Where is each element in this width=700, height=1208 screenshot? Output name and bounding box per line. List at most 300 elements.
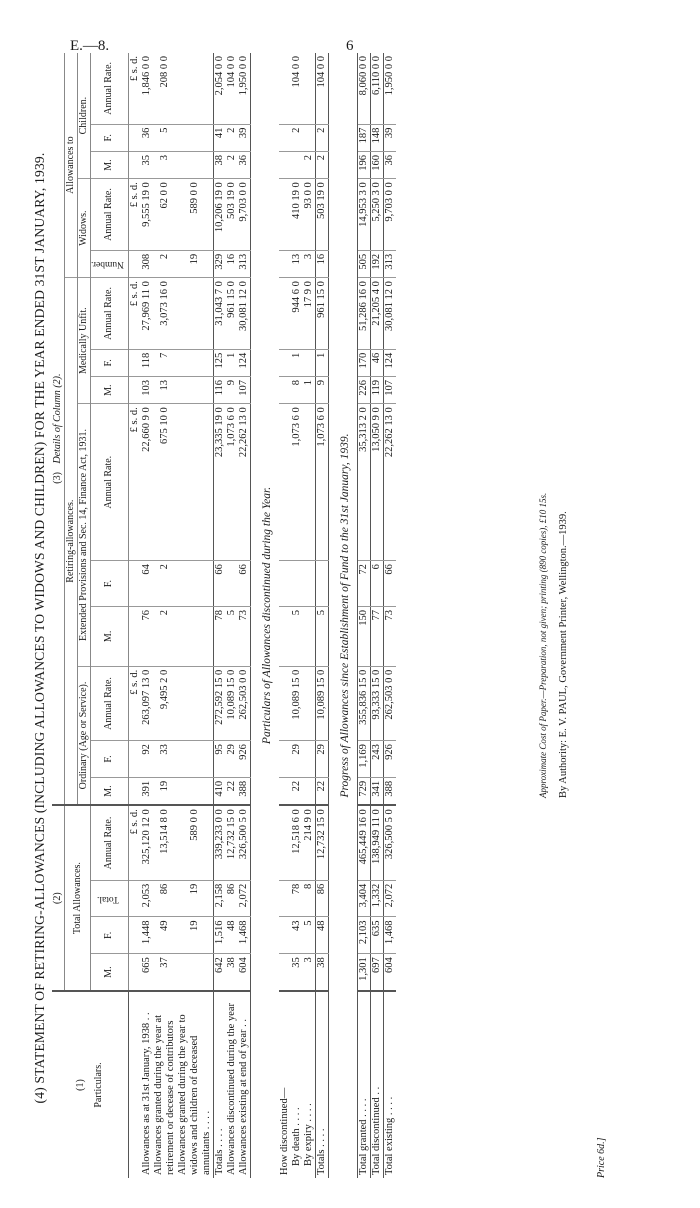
cell-value: 38 xyxy=(315,954,328,991)
cell-value: 86 xyxy=(153,880,177,917)
cell-value: 9 xyxy=(315,377,328,404)
price-note: Price 6d.] xyxy=(596,1137,607,1178)
cell-value: 38 xyxy=(213,151,226,178)
cell-value: 29 xyxy=(315,741,328,778)
cell-value: 29 xyxy=(226,741,238,778)
cell-value: 36 xyxy=(141,124,153,151)
cell-value xyxy=(279,607,291,667)
cell-value: 604 xyxy=(383,954,396,991)
cell-value: 10,206 19 0 xyxy=(213,179,226,251)
cell-value: 17 9 0 xyxy=(303,278,316,350)
ordinary-f: F. xyxy=(91,741,129,778)
cell-value xyxy=(279,151,291,178)
cell-value: 642 xyxy=(213,954,226,991)
cell-value: 19 xyxy=(153,777,177,805)
cell-value xyxy=(279,404,291,561)
cell-value: 95 xyxy=(213,741,226,778)
cell-value: 35,313 2 0 xyxy=(357,404,370,561)
cell-value: 5,250 3 0 xyxy=(370,179,383,251)
cell-value: 9 xyxy=(226,377,238,404)
cell-value: 2,053 xyxy=(141,880,153,917)
cell-value: 77 xyxy=(370,607,383,667)
currency-units: £ s. d. xyxy=(128,805,141,880)
cell-value: 19 xyxy=(177,917,214,954)
row-label: Totals . . . . xyxy=(315,991,328,1178)
cell-value: 107 xyxy=(238,377,251,404)
table-row xyxy=(226,53,238,1178)
cell-value: 41 xyxy=(213,124,226,151)
cell-value: 78 xyxy=(213,607,226,667)
cell-value: 9,555 19 0 xyxy=(141,179,153,251)
cell-value: 66 xyxy=(238,561,251,607)
cell-value: 272,592 15 0 xyxy=(213,666,226,740)
cell-value: 107 xyxy=(383,377,396,404)
total-number-f: F. xyxy=(91,917,129,954)
table-row xyxy=(383,53,396,1178)
cell-value: 125 xyxy=(213,349,226,376)
cell-value xyxy=(177,404,214,561)
cell-value: 19 xyxy=(177,250,214,277)
retiring-allowances-heading: Retiring-allowances. xyxy=(65,278,78,806)
total-annual-rate: Annual Rate. xyxy=(91,805,129,880)
cell-value: 944 6 0 xyxy=(291,278,303,350)
cell-value: 3 xyxy=(303,250,316,277)
cell-value: 48 xyxy=(315,917,328,954)
cell-value: 196 xyxy=(357,151,370,178)
cell-value: 124 xyxy=(238,349,251,376)
cell-value: 19 xyxy=(177,880,214,917)
extended-heading: Extended Provisions and Sec. 14, Finance Act, 1931. xyxy=(78,404,91,666)
cell-value: 35 xyxy=(141,151,153,178)
cell-value: 1,332 xyxy=(370,880,383,917)
page-number: 6 xyxy=(346,38,354,54)
table-row xyxy=(238,53,251,1178)
cell-value: 43 xyxy=(291,917,303,954)
cell-value: 12,732 15 0 xyxy=(315,805,328,880)
cell-value: 116 xyxy=(213,377,226,404)
cell-value: 329 xyxy=(213,250,226,277)
cell-value xyxy=(279,777,291,805)
table-row xyxy=(357,53,370,1178)
row-label: Totals . . . . xyxy=(213,991,226,1178)
cell-value: 66 xyxy=(383,561,396,607)
children-annual-rate: Annual Rate. xyxy=(91,53,129,124)
cell-value: 170 xyxy=(357,349,370,376)
cell-value: 961 15 0 xyxy=(315,278,328,350)
cell-value: 9,703 0 0 xyxy=(383,179,396,251)
row-label: Total discontinued . . xyxy=(370,991,383,1178)
cell-value: 30,081 12 0 xyxy=(238,278,251,350)
cell-value: 7 xyxy=(153,349,177,376)
cell-value: 1,169 xyxy=(357,741,370,778)
cell-value: 961 15 0 xyxy=(226,278,238,350)
extended-m: M. xyxy=(91,607,129,667)
cell-value: 192 xyxy=(370,250,383,277)
cell-value: 3,073 16 0 xyxy=(153,278,177,350)
widows-heading: Widows. xyxy=(78,179,91,278)
cell-value xyxy=(279,741,291,778)
medical-f: F. xyxy=(91,349,129,376)
cell-value: 388 xyxy=(238,777,251,805)
cell-value xyxy=(177,777,214,805)
cell-value: 13,050 9 0 xyxy=(370,404,383,561)
cell-value: 2,054 0 0 xyxy=(213,53,226,124)
cell-value xyxy=(177,53,214,124)
table-row xyxy=(177,53,214,1178)
cell-value: 124 xyxy=(383,349,396,376)
cell-value: 326,500 5 0 xyxy=(383,805,396,880)
cell-value: 93 0 0 xyxy=(303,179,316,251)
cell-value xyxy=(303,777,316,805)
cell-value: 38 xyxy=(226,954,238,991)
cell-value: 5 xyxy=(291,607,303,667)
row-label: How discontinued— xyxy=(278,1087,290,1175)
cell-value xyxy=(279,954,291,991)
cell-value: 21,205 4 0 xyxy=(370,278,383,350)
cell-value: 2,158 xyxy=(213,880,226,917)
row-label: Allowances granted during the year at retirement or decease of contributors xyxy=(152,1014,176,1175)
cell-value: 410 19 0 xyxy=(291,179,303,251)
cell-value: 103 xyxy=(141,377,153,404)
cell-value: 1,073 6 0 xyxy=(291,404,303,561)
table-row xyxy=(141,53,153,1178)
row-label: By expiry . . . . xyxy=(302,1103,314,1166)
cell-value xyxy=(303,124,316,151)
row-label: Total granted . . . . xyxy=(357,991,370,1178)
cell-value: 697 xyxy=(370,954,383,991)
cell-value xyxy=(315,561,328,607)
cell-value xyxy=(279,53,291,124)
cell-value: 14,953 3 0 xyxy=(357,179,370,251)
row-label: Total existing . . . . xyxy=(383,991,396,1178)
cell-value: 22,660 9 0 xyxy=(141,404,153,561)
cell-value: 243 xyxy=(370,741,383,778)
children-m: M. xyxy=(91,151,129,178)
cell-value xyxy=(177,124,214,151)
cell-value xyxy=(279,377,291,404)
cell-value: 926 xyxy=(383,741,396,778)
cell-value: 3 xyxy=(153,151,177,178)
cell-value: 51,286 16 0 xyxy=(357,278,370,350)
cell-value: 8,060 0 0 xyxy=(357,53,370,124)
cell-value xyxy=(177,349,214,376)
table-row xyxy=(315,53,328,1178)
col-2-number: (2) xyxy=(52,805,65,991)
cell-value: 589 0 0 xyxy=(177,805,214,880)
cell-value: 27,969 11 0 xyxy=(141,278,153,350)
cell-value: 10,089 15 0 xyxy=(291,666,303,740)
cell-value xyxy=(177,954,214,991)
cell-value xyxy=(177,666,214,740)
cell-value xyxy=(279,124,291,151)
cell-value: 1,516 xyxy=(213,917,226,954)
cell-value: 1,448 xyxy=(141,917,153,954)
cell-value xyxy=(291,561,303,607)
cell-value: 2,072 xyxy=(238,880,251,917)
table-row xyxy=(370,53,383,1178)
row-label: Allowances granted during the year to widows and children of deceased annuitants . . . . xyxy=(176,1014,212,1175)
cell-value: 2 xyxy=(291,124,303,151)
cell-value: 39 xyxy=(383,124,396,151)
cell-value: 104 0 0 xyxy=(291,53,303,124)
table-row xyxy=(279,53,291,1178)
row-label: Allowances discontinued during the year xyxy=(225,1002,237,1175)
table-row xyxy=(213,53,226,1178)
section-progress: Progress of Allowances since Establishment of Fund to the 31st January, 1939. xyxy=(328,53,357,1178)
cell-value: 29 xyxy=(291,741,303,778)
cell-value xyxy=(279,917,291,954)
cell-value: 410 xyxy=(213,777,226,805)
cell-value: 589 0 0 xyxy=(177,179,214,251)
cell-value: 1 xyxy=(291,349,303,376)
cell-value: 9,495 2 0 xyxy=(153,666,177,740)
col-1-number: (1) xyxy=(74,1079,86,1091)
cell-value xyxy=(177,151,214,178)
table-row xyxy=(291,53,303,1178)
cell-value: 2 xyxy=(303,151,316,178)
cell-value: 78 xyxy=(291,880,303,917)
currency-units: £ s. d. xyxy=(128,666,141,740)
cell-value: 93,333 15 0 xyxy=(370,666,383,740)
cell-value: 37 xyxy=(153,954,177,991)
medically-unfit-heading: Medically Unfit. xyxy=(78,278,91,404)
cell-value: 665 xyxy=(141,954,153,991)
cell-value: 5 xyxy=(226,607,238,667)
total-number-m: M. xyxy=(91,954,129,991)
cell-value: 1,846 0 0 xyxy=(141,53,153,124)
statement-title: (4) STATEMENT OF RETIRING-ALLOWANCES (INCLUDING ALLOWANCES TO WIDOWS AND CHILDREN) FOR THE YEAR ENDED 31ST JANUARY, 1939. xyxy=(32,152,47,1104)
medical-annual-rate: Annual Rate. xyxy=(91,278,129,350)
section-discontinued: Particulars of Allowances discontinued during the Year. xyxy=(250,53,279,1178)
cell-value xyxy=(279,880,291,917)
cell-value xyxy=(279,250,291,277)
total-heading: Total. xyxy=(91,880,129,917)
cell-value: 13 xyxy=(153,377,177,404)
cell-value: 339,233 0 0 xyxy=(213,805,226,880)
cell-value: 2 xyxy=(315,124,328,151)
cell-value: 150 xyxy=(357,607,370,667)
cost-note: Approximate Cost of Paper.—Preparation, not given; printing (890 copies), £10 15s. xyxy=(538,492,548,798)
cell-value: 729 xyxy=(357,777,370,805)
row-label: Allowances as at 31st January, 1938 . . xyxy=(140,1012,152,1175)
cell-value: 2 xyxy=(153,250,177,277)
cell-value xyxy=(303,607,316,667)
cell-value: 1,301 xyxy=(357,954,370,991)
cell-value xyxy=(177,377,214,404)
cell-value xyxy=(177,607,214,667)
cell-value: 214 9 0 xyxy=(303,805,316,880)
cell-value xyxy=(279,179,291,251)
cell-value: 5 xyxy=(303,917,316,954)
total-allowances-heading: Total Allowances. xyxy=(65,805,91,991)
cell-value xyxy=(279,349,291,376)
table-row xyxy=(153,53,177,1178)
cell-value: 226 xyxy=(357,377,370,404)
rotated-statement xyxy=(30,53,670,1178)
cell-value xyxy=(303,404,316,561)
cell-value: 35 xyxy=(291,954,303,991)
cell-value: 926 xyxy=(238,741,251,778)
cell-value xyxy=(226,561,238,607)
cell-value: 92 xyxy=(141,741,153,778)
cell-value xyxy=(303,53,316,124)
cell-value: 2 xyxy=(226,151,238,178)
currency-units: £ s. d. xyxy=(128,278,141,350)
cell-value: 2 xyxy=(315,151,328,178)
cell-value: 208 0 0 xyxy=(153,53,177,124)
cell-value: 49 xyxy=(153,917,177,954)
col-3-number: (3) xyxy=(52,472,63,484)
cell-value: 2 xyxy=(153,607,177,667)
cell-value xyxy=(303,561,316,607)
cell-value: 86 xyxy=(226,880,238,917)
cell-value: 355,836 15 0 xyxy=(357,666,370,740)
cell-value: 505 xyxy=(357,250,370,277)
cell-value: 391 xyxy=(141,777,153,805)
particulars-heading: Particulars. xyxy=(92,1062,104,1108)
cell-value: 66 xyxy=(213,561,226,607)
currency-units: £ s. d. xyxy=(128,179,141,251)
cell-value: 1,073 6 0 xyxy=(226,404,238,561)
cell-value: 16 xyxy=(226,250,238,277)
progress-rows xyxy=(357,53,396,1178)
extended-annual-rate: Annual Rate. xyxy=(91,404,129,561)
authority-note: By Authority: E. V. PAUL, Government Printer, Wellington.—1939. xyxy=(558,511,569,798)
cell-value: 86 xyxy=(315,880,328,917)
cell-value xyxy=(279,278,291,350)
cell-value: 325,120 12 0 xyxy=(141,805,153,880)
currency-units: £ s. d. xyxy=(128,404,141,561)
ordinary-m: M. xyxy=(91,777,129,805)
cell-value: 22 xyxy=(226,777,238,805)
cell-value: 33 xyxy=(153,741,177,778)
cell-value: 2,103 xyxy=(357,917,370,954)
cell-value: 8 xyxy=(303,880,316,917)
extended-f: F. xyxy=(91,561,129,607)
allowances-table xyxy=(52,53,396,1178)
page-code: E.—8. xyxy=(70,38,110,54)
cell-value: 30,081 12 0 xyxy=(383,278,396,350)
cell-value xyxy=(177,741,214,778)
cell-value: 1,468 xyxy=(383,917,396,954)
cell-value: 138,949 11 0 xyxy=(370,805,383,880)
cell-value: 104 0 0 xyxy=(226,53,238,124)
cell-value: 1,468 xyxy=(238,917,251,954)
cell-value xyxy=(291,151,303,178)
cell-value: 64 xyxy=(141,561,153,607)
cell-value: 10,089 15 0 xyxy=(315,666,328,740)
cell-value xyxy=(177,561,214,607)
cell-value: 263,097 13 0 xyxy=(141,666,153,740)
children-f: F. xyxy=(91,124,129,151)
cell-value xyxy=(303,741,316,778)
cell-value: 388 xyxy=(383,777,396,805)
cell-value: 604 xyxy=(238,954,251,991)
cell-value: 39 xyxy=(238,124,251,151)
cell-value: 1,073 6 0 xyxy=(315,404,328,561)
cell-value: 148 xyxy=(370,124,383,151)
currency-units: £ s. d. xyxy=(128,53,141,124)
cell-value: 160 xyxy=(370,151,383,178)
cell-value: 73 xyxy=(383,607,396,667)
cell-value: 313 xyxy=(238,250,251,277)
cell-value: 1 xyxy=(315,349,328,376)
cell-value: 31,043 7 0 xyxy=(213,278,226,350)
cell-value: 3 xyxy=(303,954,316,991)
allowances-to-heading: Allowances to xyxy=(65,53,78,278)
cell-value: 635 xyxy=(370,917,383,954)
cell-value: 23,335 19 0 xyxy=(213,404,226,561)
cell-value xyxy=(177,278,214,350)
cell-value: 36 xyxy=(383,151,396,178)
cell-value: 36 xyxy=(238,151,251,178)
cell-value: 48 xyxy=(226,917,238,954)
cell-value: 12,518 6 0 xyxy=(291,805,303,880)
cell-value: 13 xyxy=(291,250,303,277)
row-label: By death . . . . xyxy=(290,1107,302,1166)
ordinary-heading: Ordinary (Age or Service). xyxy=(78,666,91,805)
children-heading: Children. xyxy=(78,53,91,179)
cell-value: 12,732 15 0 xyxy=(226,805,238,880)
cell-value: 46 xyxy=(370,349,383,376)
cell-value: 2,072 xyxy=(383,880,396,917)
cell-value xyxy=(303,666,316,740)
cell-value: 262,503 0 0 xyxy=(238,666,251,740)
cell-value xyxy=(303,349,316,376)
cell-value: 187 xyxy=(357,124,370,151)
cell-value: 675 10 0 xyxy=(153,404,177,561)
cell-value: 1 xyxy=(226,349,238,376)
details-heading: Details of Column (2). xyxy=(52,373,63,464)
cell-value: 2 xyxy=(153,561,177,607)
cell-value: 1 xyxy=(303,377,316,404)
cell-value: 5 xyxy=(153,124,177,151)
widows-annual-rate: Annual Rate. xyxy=(91,179,129,251)
cell-value: 73 xyxy=(238,607,251,667)
cell-value: 72 xyxy=(357,561,370,607)
row-label: Allowances existing at end of year . . xyxy=(237,1019,249,1175)
cell-value: 465,449 16 0 xyxy=(357,805,370,880)
table-row xyxy=(303,53,316,1178)
medical-m: M. xyxy=(91,377,129,404)
discontinued-rows xyxy=(279,53,329,1178)
cell-value: 119 xyxy=(370,377,383,404)
cell-value: 326,500 5 0 xyxy=(238,805,251,880)
cell-value: 6,110 0 0 xyxy=(370,53,383,124)
widows-number: Number. xyxy=(91,250,129,277)
cell-value: 62 0 0 xyxy=(153,179,177,251)
cell-value: 76 xyxy=(141,607,153,667)
cell-value: 1,950 0 0 xyxy=(238,53,251,124)
cell-value: 6 xyxy=(370,561,383,607)
cell-value: 13,514 8 0 xyxy=(153,805,177,880)
cell-value xyxy=(279,666,291,740)
cell-value: 10,089 15 0 xyxy=(226,666,238,740)
cell-value: 503 19 0 xyxy=(315,179,328,251)
main-rows xyxy=(141,53,251,1178)
cell-value: 8 xyxy=(291,377,303,404)
cell-value: 22 xyxy=(315,777,328,805)
cell-value xyxy=(279,561,291,607)
cell-value: 5 xyxy=(315,607,328,667)
cell-value: 1,950 0 0 xyxy=(383,53,396,124)
cell-value: 104 0 0 xyxy=(315,53,328,124)
cell-value xyxy=(279,805,291,880)
cell-value: 22 xyxy=(291,777,303,805)
cell-value: 313 xyxy=(383,250,396,277)
cell-value: 341 xyxy=(370,777,383,805)
cell-value: 22,262 13 0 xyxy=(383,404,396,561)
